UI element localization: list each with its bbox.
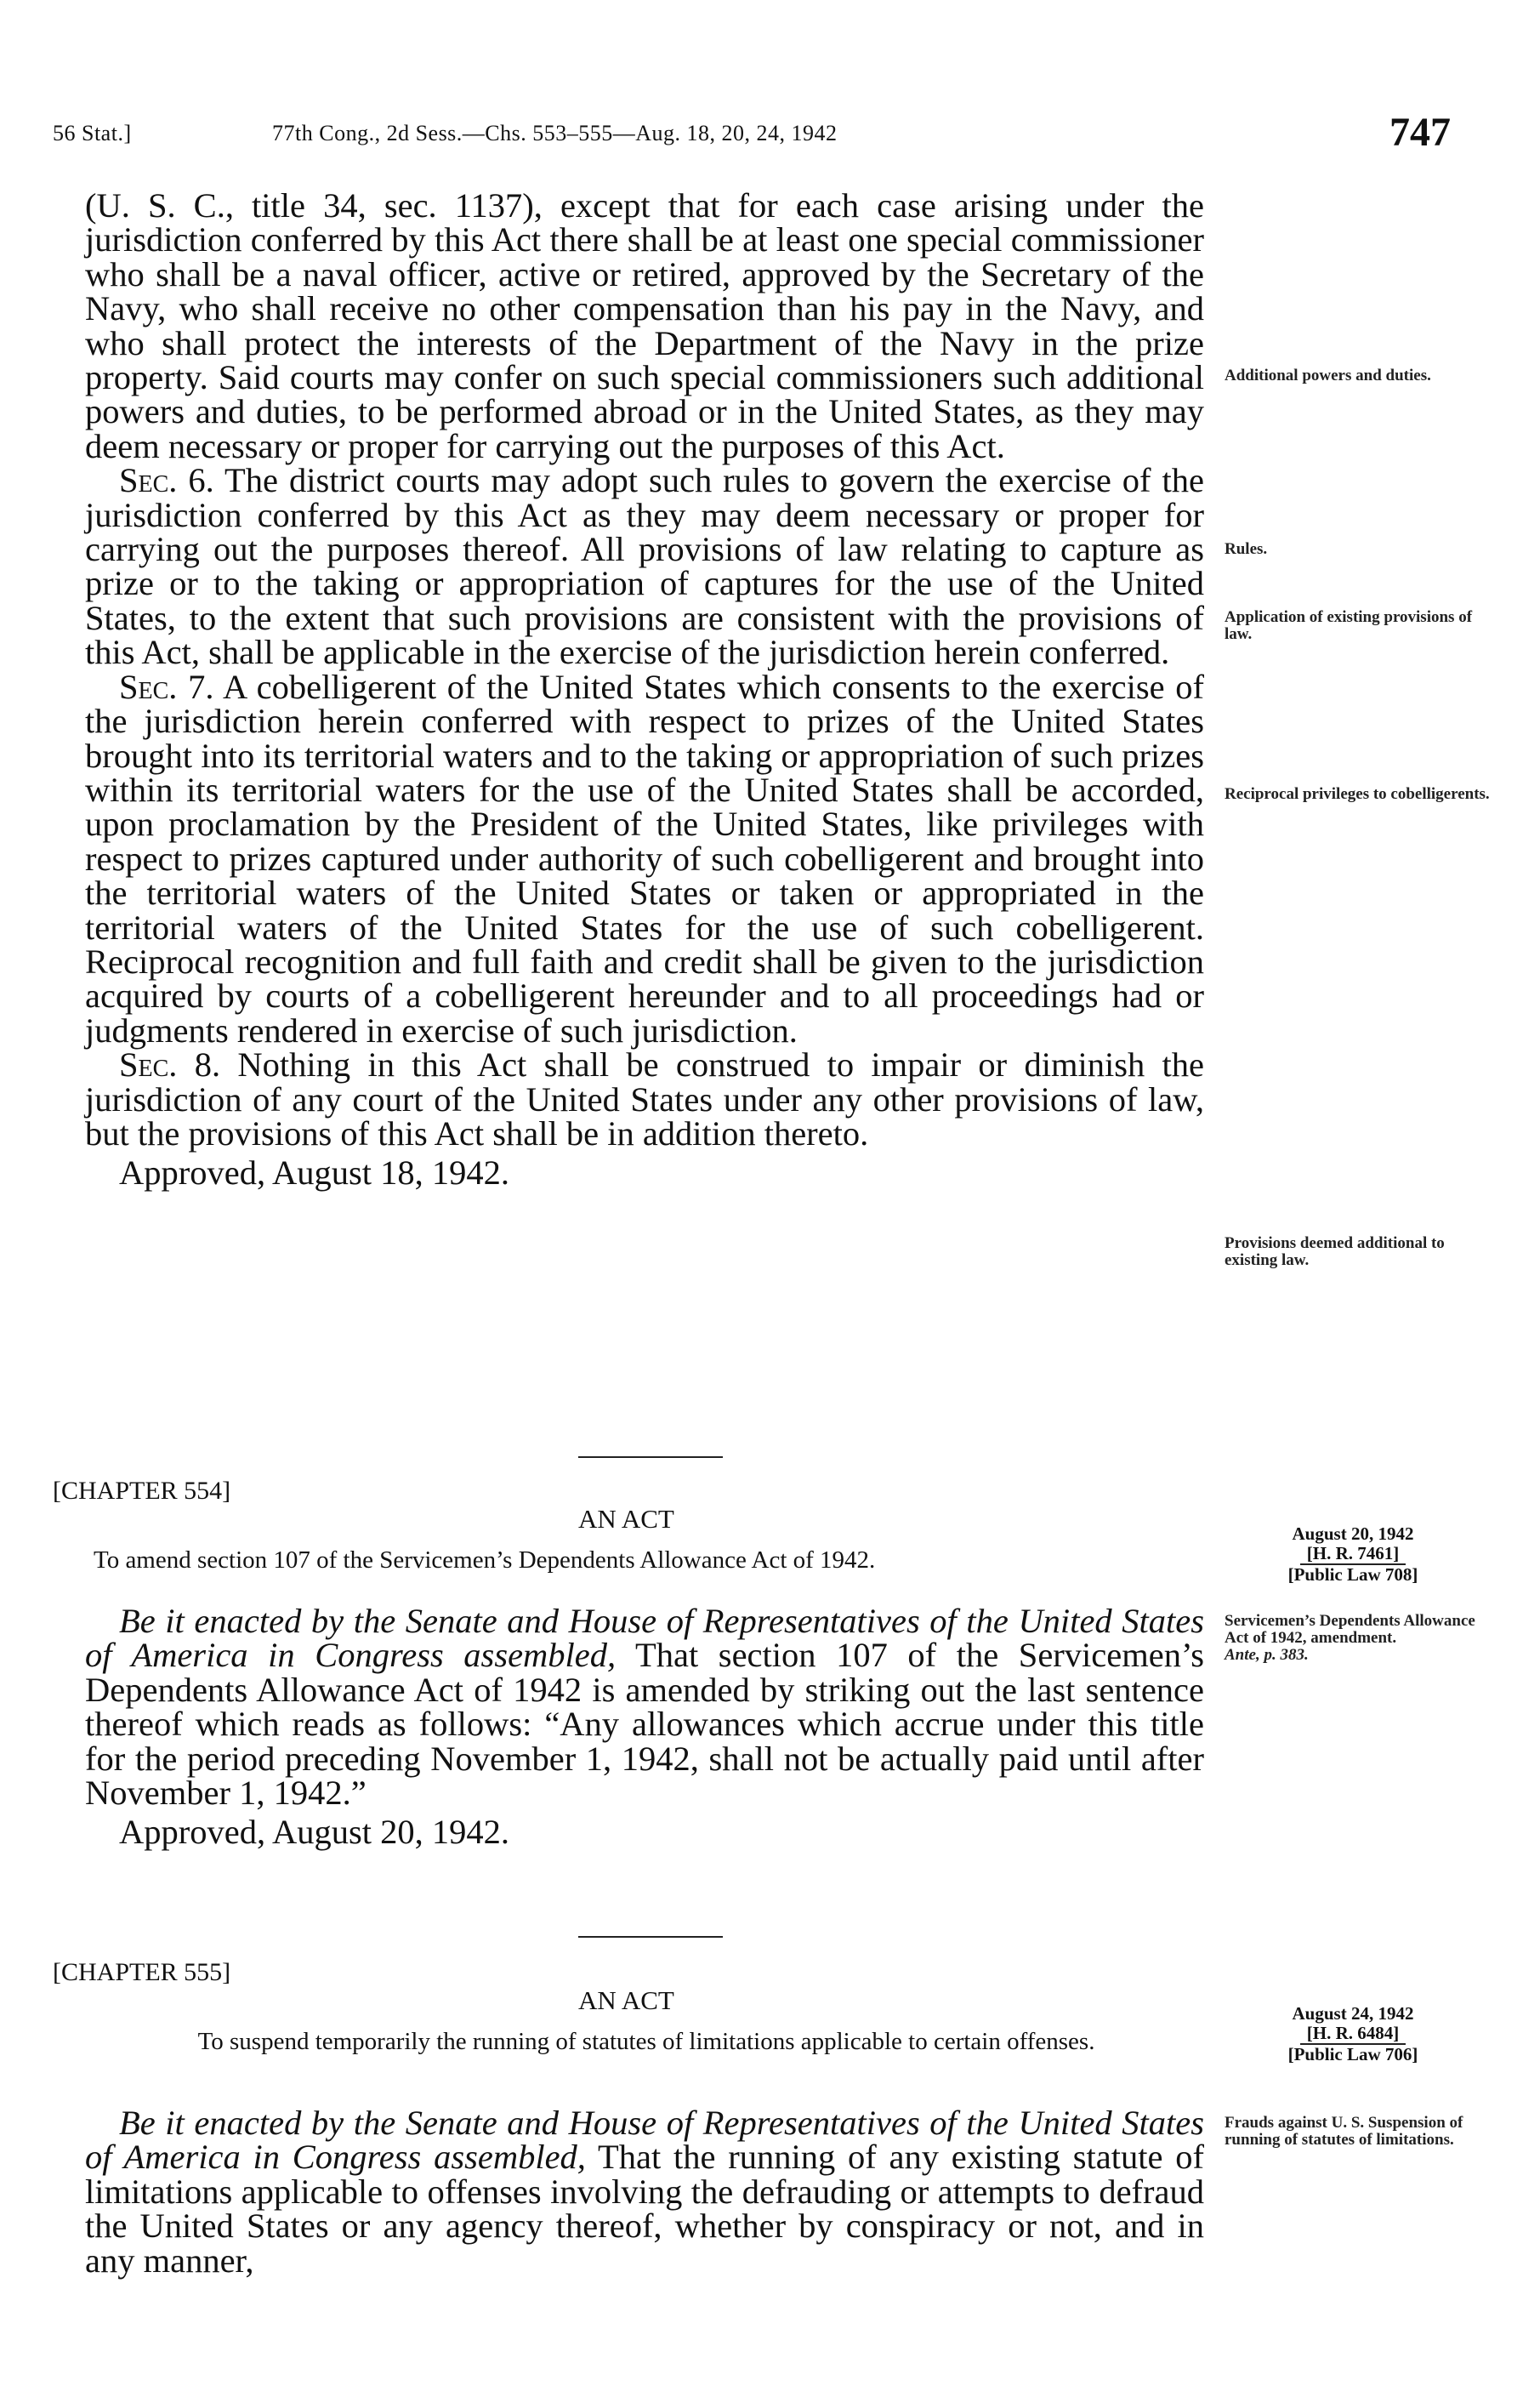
- date-554: August 20, 1942: [1292, 1523, 1414, 1544]
- approved-553: Approved, August 18, 1942.: [119, 1153, 509, 1193]
- date-block-554: [1213, 1524, 1493, 1585]
- note-servicemen-text: Servicemen’s Dependents Allowance Act of 1942, amendment.: [1225, 1612, 1475, 1647]
- note-additional-powers: Additional powers and duties.: [1225, 367, 1431, 384]
- date-555: August 24, 1942: [1292, 2003, 1414, 2024]
- section-7-text: A cobelligerent of the United States which consents to the exercise of the jurisdiction herein conferred with respect to prizes of the United States brought into its territorial waters and to the taking or appropriation of such prizes within its territorial waters for the use of the United States shall be accorded, upon proclamation by the President of the United States, like privileges with respect to prizes captured under authority of such cobelligerent and brought into the territorial waters of the United States or taken or appropriated in the territorial waters of the United States for the use of such cobelligerent. Reciprocal recognition and full faith and credit shall be given to the jurisdiction acquired by courts of a cobelligerent hereunder and to all proceedings had or judgments rendered in exercise of such jurisdiction.: [85, 667, 1205, 1050]
- note-servicemen: [1225, 1613, 1497, 1664]
- chapter-554-heading: [CHAPTER 554]: [53, 1477, 231, 1505]
- section-8-text: Nothing in this Act shall be construed to impair or diminish the jurisdiction of any court of the United States under any other provisions of law, but the provisions of this Act shall be in addition thereto.: [85, 1045, 1205, 1153]
- section-6-label: Sec. 6.: [119, 461, 214, 500]
- bill-554: [H. R. 7461]: [1300, 1544, 1406, 1565]
- note-frauds: Frauds against U. S. Suspension of running of statutes of limitations.: [1225, 2114, 1463, 2149]
- section-7-label: Sec. 7.: [119, 667, 214, 706]
- divider-555: [578, 1936, 723, 1938]
- enacting-clause-554: Be it enacted by the Senate and House of Representatives of the United States of America in Congress assembled,: [85, 1602, 1204, 1675]
- note-servicemen-ref: Ante, p. 383.: [1225, 1646, 1309, 1664]
- approved-554: Approved, August 20, 1942.: [119, 1813, 509, 1852]
- body-text-554: That section 107 of the Servicemen’s Dependents Allowance Act of 1942 is amended by striking out the last sentence thereof which reads as follows: “Any allowances which accrue under this title for the period preceding November 1, 1942, shall not be actually paid until after November 1, 1942.”: [85, 1636, 1204, 1813]
- bill-555: [H. R. 6484]: [1300, 2024, 1406, 2045]
- public-law-555: [Public Law 706]: [1287, 2044, 1418, 2064]
- public-law-554: [Public Law 708]: [1287, 1564, 1418, 1585]
- section-8: [85, 1045, 1205, 1153]
- act-title-554: AN ACT: [578, 1504, 674, 1534]
- purpose-555: To suspend temporarily the running of statutes of limitations applicable to certain offenses.: [197, 2028, 1095, 2055]
- chapter-555-text: [85, 2106, 1204, 2278]
- header-stat: 56 Stat.]: [53, 121, 132, 145]
- date-block-555: [1213, 2004, 1493, 2064]
- section-7: [85, 667, 1205, 1050]
- act-title-555: AN ACT: [578, 1985, 674, 2015]
- section-6: [85, 461, 1204, 672]
- paragraph-continuation: (U. S. C., title 34, sec. 1137), except that for each case arising under the jurisdiction conferred by this Act there shall be at least one special commissioner who shall be a naval officer, active or retired, approved by the Secretary of the Navy, who shall receive no other compensation than his pay in the Navy, and who shall protect the interests of the Department of the Navy in the prize property. Said courts may confer on such special commissioners such additional powers and duties, to be performed abroad or in the United States, as they may deem necessary or proper for carrying out the purposes of this Act.: [85, 186, 1204, 465]
- note-application: Application of existing provisions of law.: [1225, 608, 1473, 643]
- chapter-555-heading: [CHAPTER 555]: [53, 1958, 231, 1986]
- chapter-553-text: [85, 186, 1205, 1193]
- divider-554: [578, 1456, 723, 1458]
- enacting-clause-555: Be it enacted by the Senate and House of Representatives of the United States of America in Congress assembled,: [85, 2104, 1204, 2177]
- note-rules: Rules.: [1225, 540, 1268, 558]
- section-6-text: The district courts may adopt such rules to govern the exercise of the jurisdiction conferred by this Act as they may deem necessary or proper for carrying out the purposes thereof. All provisions of law relating to capture as prize or to the taking or appropriation of captures for the use of the United States, to the extent that such provisions are consistent with the provisions of this Act, shall be applicable in the exercise of the jurisdiction herein conferred.: [85, 461, 1204, 672]
- purpose-554: To amend section 107 of the Servicemen’s Dependents Allowance Act of 1942.: [94, 1546, 876, 1574]
- note-provisions: Provisions deemed additional to existing law.: [1225, 1234, 1445, 1269]
- section-8-label: Sec. 8.: [119, 1045, 221, 1085]
- body-text-555: That the running of any existing statute of limitations applicable to offenses involving the defrauding or attempts to defraud the United States or any agency thereof, whether by conspiracy or not, and in any manner,: [85, 2138, 1204, 2280]
- page-number: 747: [1389, 110, 1451, 155]
- header-congress: 77th Cong., 2d Sess.—Chs. 553–555—Aug. 18, 20, 24, 1942: [272, 121, 838, 145]
- chapter-554-text: [85, 1604, 1204, 1850]
- note-reciprocal: Reciprocal privileges to cobelligerents.: [1225, 785, 1490, 803]
- body-554: [85, 1602, 1204, 1813]
- body-555: [85, 2106, 1204, 2278]
